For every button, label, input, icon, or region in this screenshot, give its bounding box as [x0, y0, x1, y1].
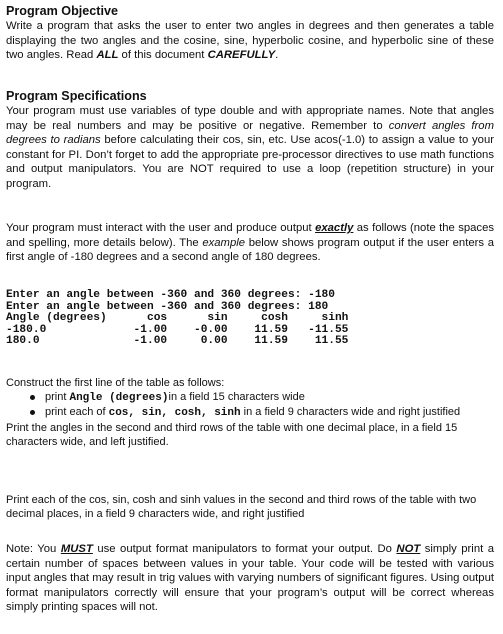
- table-row-1: -180.0 -1.00 -0.00 11.59 -11.55: [6, 323, 349, 336]
- convert-emphasis: convert angles from degrees to radians: [6, 119, 494, 147]
- angles-rule: Print the angles in the second and third rows of the table with one decimal place, in a field 15 characters wide, and left justified.: [6, 421, 458, 448]
- objective-text: Write a program that asks the user to enter two angles in degrees and then generates a table displaying the two angles and the cosine, sine, hyperbolic cosine, and hyperbolic sine of these two angles. Read: [6, 20, 494, 62]
- note-section: [6, 542, 494, 615]
- bullet-2-text-2: in a field 9 characters wide and right justified: [240, 406, 461, 419]
- trig-rule-section: [6, 493, 494, 521]
- bullet-2-text: print each of: [45, 406, 109, 419]
- sample-output-line-1: Enter an angle between -360 and 360 degrees: -180: [6, 289, 335, 301]
- trig-rule: Print each of the cos, sin, cosh and sinh values in the second and third rows of the table with two decimal places, in a field 9 characters wide, and right justified: [6, 494, 477, 521]
- table-header-row: Angle (degrees) cos sin cosh sinh: [6, 312, 349, 325]
- objective-text-2: of this document: [118, 49, 208, 62]
- table-rules-list: [6, 390, 494, 420]
- specifications-paragraph: [6, 104, 494, 192]
- bullet-2-code: cos, sin, cosh, sinh: [108, 407, 241, 420]
- bullet-1-text-2: in a field 15 characters wide: [168, 391, 305, 404]
- table-row-2: 180.0 -1.00 0.00 11.59 11.55: [6, 335, 349, 348]
- specifications-section: [6, 89, 494, 192]
- not-emphasis: NOT: [396, 543, 421, 555]
- bullet-1-text: print: [45, 391, 70, 404]
- exactly-emphasis: exactly: [315, 222, 354, 234]
- interaction-text: Your program must interact with the user and produce output: [6, 222, 316, 234]
- rule-bullet-1: [45, 390, 494, 405]
- must-emphasis: MUST: [60, 543, 93, 555]
- objective-section: [6, 4, 494, 63]
- specs-text: Your program must use variables of type double and with appropriate names. Note that angles may be real numbers and may be positive or negative. Remember to: [6, 105, 494, 132]
- sample-output-block: [6, 290, 494, 348]
- table-rules-section: [6, 376, 494, 449]
- interaction-text-2: as follows (note the spaces and spelling, more details below). The: [6, 222, 494, 249]
- note-text-2: use output format manipulators to format your output. Do: [92, 543, 397, 555]
- table-rules-intro: Construct the first line of the table as follows:: [6, 377, 225, 389]
- objective-paragraph: [6, 19, 494, 63]
- note-paragraph: [6, 542, 494, 615]
- example-emphasis: example: [202, 236, 246, 249]
- interaction-text-3: below shows program output if the user enters a first angle of -180 degrees and a second angle of 180 degrees.: [6, 236, 494, 264]
- sample-output-line-2: Enter an angle between -360 and 360 degrees: 180: [6, 300, 329, 313]
- rule-bullet-2: [45, 405, 494, 420]
- specifications-heading: Program Specifications: [6, 89, 147, 103]
- objective-heading: Program Objective: [6, 4, 118, 18]
- objective-text-3: .: [275, 49, 279, 62]
- carefully-emphasis: CAREFULLY: [207, 49, 276, 62]
- specs-text-2: before calculating their cos, sin, etc. Use acos(-1.0) to assign a value to your constant for PI. Don’t forget to add the appropriate pre-processor directives to use math functions and output manipulators. You are NOT required to use a loop (repetition structure) in your program.: [6, 134, 494, 190]
- interaction-section: [6, 221, 494, 265]
- all-emphasis: ALL: [96, 49, 119, 62]
- interaction-paragraph: [6, 221, 494, 265]
- note-text-3: simply print a certain number of spaces between values in your table. Your code will be tested with various input angles that may result in trig values with varying numbers of significant figures. Using output format manipulators correctly will ensure that your program’s output will be correct whereas simply printing spaces will not.: [6, 543, 495, 614]
- bullet-1-code: Angle (degrees): [69, 392, 169, 405]
- note-text: Note: You: [6, 543, 61, 555]
